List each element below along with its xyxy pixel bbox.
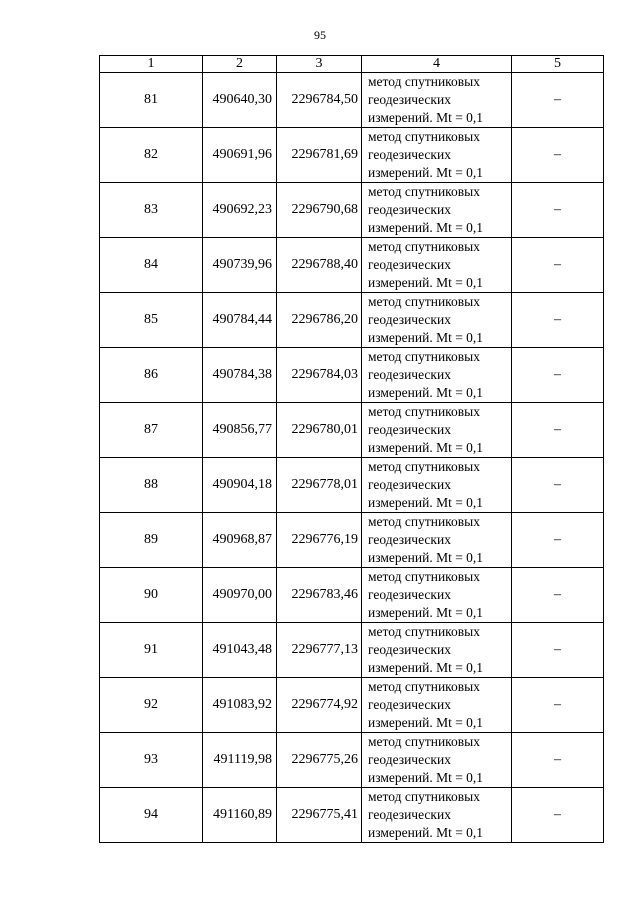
x-coordinate-cell: 490784,38 (203, 348, 277, 403)
method-line: геодезических (368, 587, 451, 602)
note-cell: – (512, 238, 604, 293)
table-row (100, 73, 604, 128)
y-coordinate-cell: 2296780,01 (277, 403, 362, 458)
method-line: метод спутниковых (368, 734, 480, 749)
method-line: измерений. Mt = 0,1 (368, 550, 484, 565)
method-line: метод спутниковых (368, 679, 480, 694)
y-coordinate-cell: 2296775,41 (277, 788, 362, 843)
column-header-4: 4 (362, 56, 512, 73)
method-line: метод спутниковых (368, 239, 480, 254)
method-cell (362, 458, 512, 513)
x-coordinate-cell: 490968,87 (203, 513, 277, 568)
y-coordinate-cell: 2296790,68 (277, 183, 362, 238)
point-number-cell: 88 (100, 458, 203, 513)
x-coordinate-cell: 490640,30 (203, 73, 277, 128)
table-row (100, 238, 604, 293)
note-cell: – (512, 403, 604, 458)
method-cell (362, 73, 512, 128)
point-number-cell: 92 (100, 678, 203, 733)
x-coordinate-cell: 491083,92 (203, 678, 277, 733)
note-cell: – (512, 458, 604, 513)
y-coordinate-cell: 2296784,50 (277, 73, 362, 128)
method-line: геодезических (368, 312, 451, 327)
method-line: измерений. Mt = 0,1 (368, 385, 484, 400)
method-cell (362, 678, 512, 733)
x-coordinate-cell: 491119,98 (203, 733, 277, 788)
method-line: измерений. Mt = 0,1 (368, 165, 484, 180)
method-line: метод спутниковых (368, 74, 480, 89)
method-line: измерений. Mt = 0,1 (368, 495, 484, 510)
x-coordinate-cell: 490856,77 (203, 403, 277, 458)
method-line: метод спутниковых (368, 514, 480, 529)
table-header-row (100, 56, 604, 73)
table-row (100, 293, 604, 348)
method-cell (362, 293, 512, 348)
table-row (100, 403, 604, 458)
method-line: геодезических (368, 642, 451, 657)
method-cell (362, 348, 512, 403)
method-line: геодезических (368, 422, 451, 437)
method-cell (362, 788, 512, 843)
table-row (100, 458, 604, 513)
page-number: 95 (314, 28, 326, 42)
point-number-cell: 85 (100, 293, 203, 348)
method-line: геодезических (368, 367, 451, 382)
point-number-cell: 87 (100, 403, 203, 458)
coordinates-table (99, 55, 604, 843)
method-cell (362, 733, 512, 788)
method-line: метод спутниковых (368, 789, 480, 804)
note-cell: – (512, 623, 604, 678)
table-row (100, 623, 604, 678)
method-line: измерений. Mt = 0,1 (368, 330, 484, 345)
method-cell (362, 183, 512, 238)
column-header-5: 5 (512, 56, 604, 73)
method-line: геодезических (368, 147, 451, 162)
note-cell: – (512, 788, 604, 843)
method-cell (362, 403, 512, 458)
table-row (100, 733, 604, 788)
method-line: метод спутниковых (368, 349, 480, 364)
y-coordinate-cell: 2296778,01 (277, 458, 362, 513)
point-number-cell: 91 (100, 623, 203, 678)
point-number-cell: 82 (100, 128, 203, 183)
y-coordinate-cell: 2296777,13 (277, 623, 362, 678)
method-line: измерений. Mt = 0,1 (368, 770, 484, 785)
method-cell (362, 128, 512, 183)
method-line: геодезических (368, 477, 451, 492)
table-row (100, 678, 604, 733)
point-number-cell: 86 (100, 348, 203, 403)
note-cell: – (512, 513, 604, 568)
y-coordinate-cell: 2296774,92 (277, 678, 362, 733)
method-line: метод спутниковых (368, 404, 480, 419)
y-coordinate-cell: 2296776,19 (277, 513, 362, 568)
point-number-cell: 84 (100, 238, 203, 293)
x-coordinate-cell: 490739,96 (203, 238, 277, 293)
method-line: геодезических (368, 202, 451, 217)
table-row (100, 568, 604, 623)
method-line: геодезических (368, 697, 451, 712)
note-cell: – (512, 733, 604, 788)
method-line: измерений. Mt = 0,1 (368, 825, 484, 840)
method-line: измерений. Mt = 0,1 (368, 440, 484, 455)
note-cell: – (512, 183, 604, 238)
y-coordinate-cell: 2296783,46 (277, 568, 362, 623)
method-line: геодезических (368, 92, 451, 107)
x-coordinate-cell: 490784,44 (203, 293, 277, 348)
note-cell: – (512, 73, 604, 128)
method-line: метод спутниковых (368, 184, 480, 199)
table-row (100, 128, 604, 183)
column-header-2: 2 (203, 56, 277, 73)
x-coordinate-cell: 490904,18 (203, 458, 277, 513)
method-cell (362, 623, 512, 678)
point-number-cell: 83 (100, 183, 203, 238)
method-line: измерений. Mt = 0,1 (368, 220, 484, 235)
note-cell: – (512, 348, 604, 403)
y-coordinate-cell: 2296788,40 (277, 238, 362, 293)
method-line: метод спутниковых (368, 129, 480, 144)
note-cell: – (512, 293, 604, 348)
method-line: геодезических (368, 752, 451, 767)
point-number-cell: 89 (100, 513, 203, 568)
column-header-3: 3 (277, 56, 362, 73)
method-line: измерений. Mt = 0,1 (368, 275, 484, 290)
point-number-cell: 81 (100, 73, 203, 128)
method-line: геодезических (368, 807, 451, 822)
method-line: метод спутниковых (368, 624, 480, 639)
y-coordinate-cell: 2296786,20 (277, 293, 362, 348)
method-cell (362, 568, 512, 623)
point-number-cell: 93 (100, 733, 203, 788)
note-cell: – (512, 128, 604, 183)
x-coordinate-cell: 491043,48 (203, 623, 277, 678)
point-number-cell: 90 (100, 568, 203, 623)
table-row (100, 183, 604, 238)
x-coordinate-cell: 490691,96 (203, 128, 277, 183)
point-number-cell: 94 (100, 788, 203, 843)
column-header-1: 1 (100, 56, 203, 73)
x-coordinate-cell: 490970,00 (203, 568, 277, 623)
method-line: измерений. Mt = 0,1 (368, 660, 484, 675)
y-coordinate-cell: 2296784,03 (277, 348, 362, 403)
y-coordinate-cell: 2296781,69 (277, 128, 362, 183)
method-line: метод спутниковых (368, 569, 480, 584)
note-cell: – (512, 568, 604, 623)
method-line: метод спутниковых (368, 294, 480, 309)
method-cell (362, 238, 512, 293)
table-row (100, 348, 604, 403)
method-line: измерений. Mt = 0,1 (368, 605, 484, 620)
method-line: метод спутниковых (368, 459, 480, 474)
x-coordinate-cell: 491160,89 (203, 788, 277, 843)
table-row (100, 788, 604, 843)
note-cell: – (512, 678, 604, 733)
method-line: измерений. Mt = 0,1 (368, 715, 484, 730)
method-line: геодезических (368, 532, 451, 547)
method-cell (362, 513, 512, 568)
method-line: геодезических (368, 257, 451, 272)
method-line: измерений. Mt = 0,1 (368, 110, 484, 125)
y-coordinate-cell: 2296775,26 (277, 733, 362, 788)
table-row (100, 513, 604, 568)
x-coordinate-cell: 490692,23 (203, 183, 277, 238)
